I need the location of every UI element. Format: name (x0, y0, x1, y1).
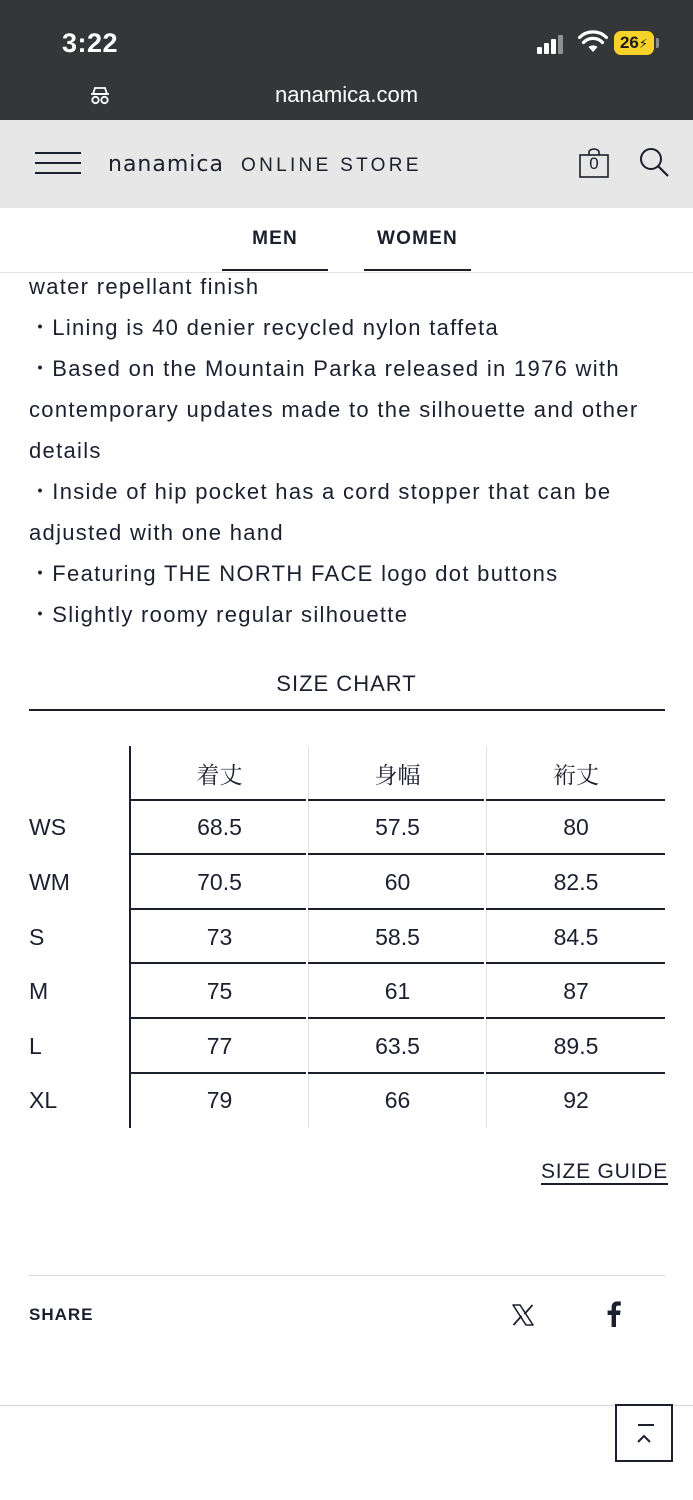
table-cell: 66 (308, 1074, 486, 1129)
size-chart-title: SIZE CHART (276, 671, 417, 696)
description-line: water repellant finish (29, 274, 260, 299)
table-cell: 61 (308, 964, 486, 1019)
table-cell: 68.5 (129, 801, 308, 856)
table-header-cell: 裄丈 (486, 746, 665, 801)
description-line: ・Inside of hip pocket has a cord stopper that can be adjusted with one hand (29, 479, 612, 545)
share-label: SHARE (29, 1305, 94, 1324)
description-line: ・Featuring THE NORTH FACE logo dot buttons (29, 561, 559, 586)
battery-tip (656, 38, 659, 48)
site-header (0, 120, 693, 208)
size-label: S (29, 923, 45, 950)
chevron-up-icon (615, 1404, 673, 1462)
cart-count: 0 (589, 154, 599, 173)
search-icon[interactable] (638, 146, 670, 178)
table-cell: 57.5 (308, 801, 486, 856)
table-cell: 87 (486, 964, 665, 1019)
cellular-signal-icon (537, 34, 567, 54)
tab-women[interactable]: WOMEN (377, 228, 458, 249)
x-icon[interactable] (511, 1303, 535, 1327)
size-table (29, 746, 665, 1128)
gender-tabs (0, 208, 693, 273)
table-cell: 60 (308, 855, 486, 910)
table-cell: 75 (129, 964, 308, 1019)
footer-divider (0, 1405, 693, 1406)
battery-icon: 26⚡ (614, 31, 654, 55)
description-line: ・Slightly roomy regular silhouette (29, 602, 409, 627)
size-label: L (29, 1032, 42, 1059)
table-row (29, 910, 665, 965)
table-cell: 58.5 (308, 910, 486, 965)
description-line: ・Lining is 40 denier recycled nylon taffeta (29, 315, 500, 340)
battery-level: 26 (619, 33, 639, 52)
table-header-cell: 身幅 (308, 746, 486, 801)
size-chart-divider (29, 709, 665, 711)
table-cell: 77 (129, 1019, 308, 1074)
brand-logo[interactable]: nanamica (108, 152, 224, 177)
description-line: ・Based on the Mountain Parka released in 1976 with contemporary updates made to the silhouette and other details (29, 356, 639, 463)
back-to-top-button[interactable] (615, 1404, 673, 1462)
url-text[interactable]: nanamica.com (274, 82, 419, 107)
table-cell: 84.5 (486, 910, 665, 965)
table-row (29, 801, 665, 856)
size-label: WS (29, 814, 67, 841)
cart-button[interactable] (579, 148, 609, 178)
size-guide-link[interactable]: SIZE GUIDE (541, 1160, 669, 1183)
table-header-cell: 着丈 (129, 746, 308, 801)
table-cell: 73 (129, 910, 308, 965)
table-cell: 80 (486, 801, 665, 856)
hamburger-menu-icon[interactable] (35, 150, 81, 176)
table-cell: 82.5 (486, 855, 665, 910)
size-label: WM (29, 868, 70, 895)
store-label[interactable]: ONLINE STORE (241, 155, 422, 176)
table-row (29, 1074, 665, 1129)
facebook-icon[interactable] (603, 1300, 623, 1328)
table-cell: 63.5 (308, 1019, 486, 1074)
product-description (29, 266, 679, 635)
table-cell: 79 (129, 1074, 308, 1129)
size-label: XL (29, 1087, 58, 1114)
tab-men[interactable]: MEN (252, 228, 298, 249)
table-header-row (29, 746, 665, 801)
status-time: 3:22 (62, 28, 119, 58)
wifi-icon (578, 30, 608, 54)
table-header-cell (29, 746, 129, 801)
table-cell: 70.5 (129, 855, 308, 910)
table-row (29, 855, 665, 910)
table-cell: 92 (486, 1074, 665, 1129)
table-row (29, 1019, 665, 1074)
share-divider (29, 1275, 665, 1276)
table-cell: 89.5 (486, 1019, 665, 1074)
size-label: M (29, 978, 49, 1005)
browser-top-bar (0, 0, 693, 120)
table-row (29, 964, 665, 1019)
